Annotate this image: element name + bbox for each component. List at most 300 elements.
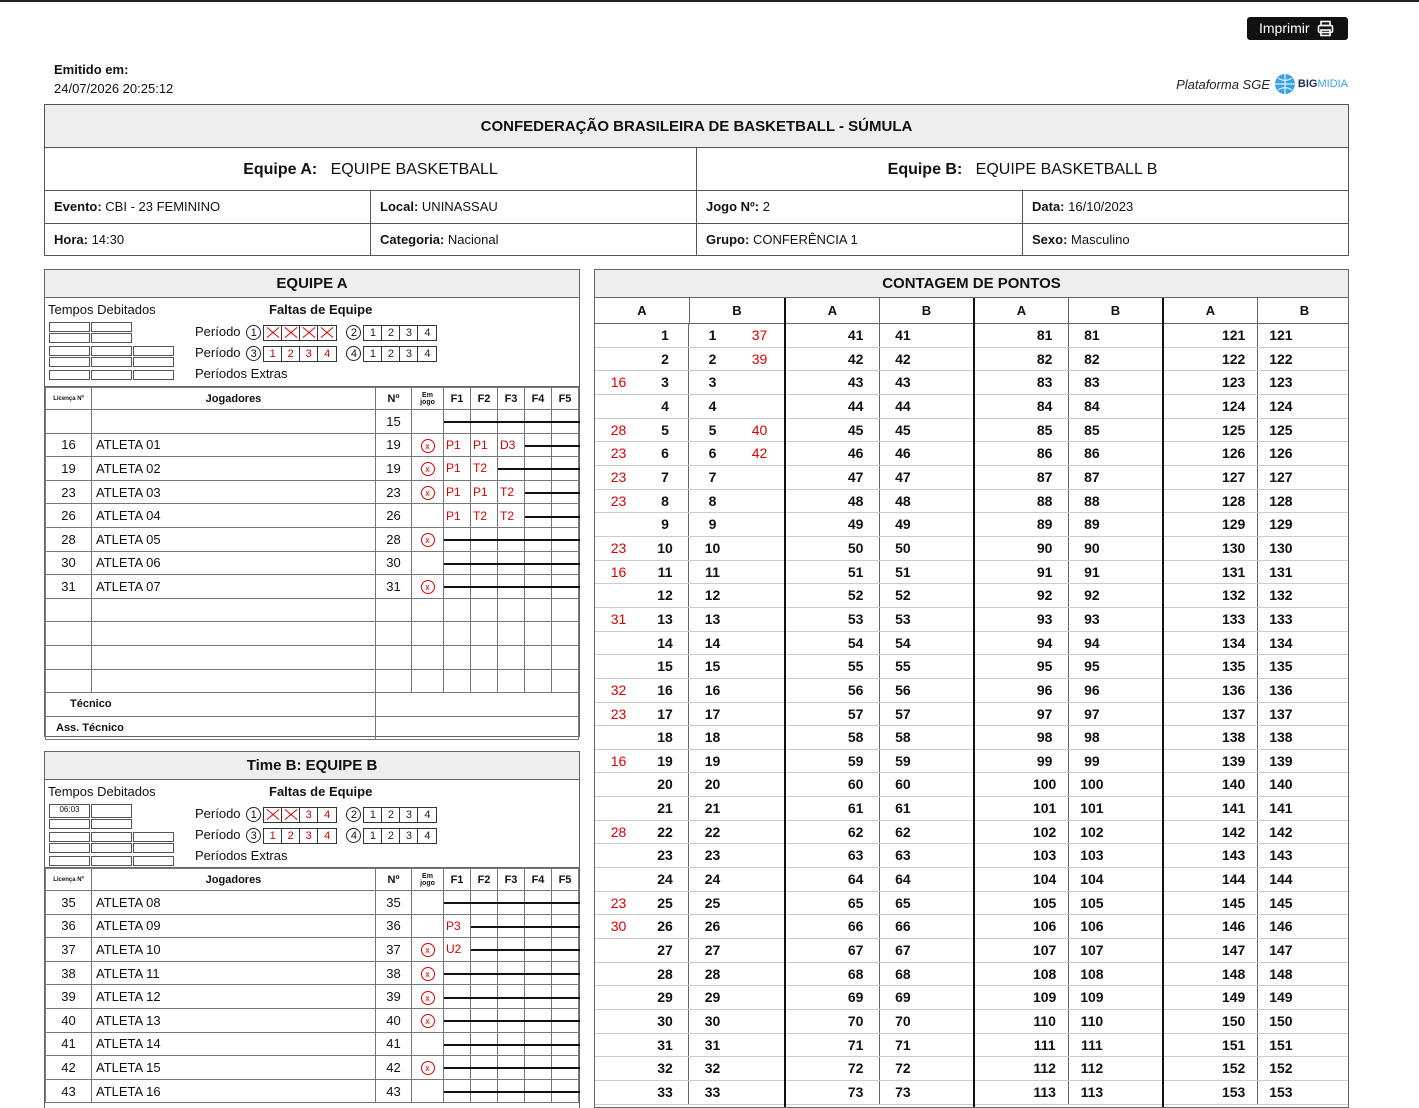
mark-b[interactable]	[736, 986, 783, 1009]
mark-b[interactable]	[1115, 939, 1162, 962]
mark-a[interactable]	[786, 1057, 833, 1080]
mark-b[interactable]	[926, 490, 973, 513]
score-a: 134	[1211, 632, 1258, 655]
mark-a[interactable]	[975, 750, 1022, 773]
mark-a[interactable]	[975, 324, 1022, 347]
mark-a[interactable]	[975, 395, 1022, 418]
mark-a[interactable]	[786, 419, 833, 442]
mark-a[interactable]	[1164, 773, 1211, 796]
mark-a[interactable]	[975, 915, 1022, 938]
mark-a[interactable]	[975, 773, 1022, 796]
mark-b[interactable]	[736, 584, 783, 607]
mark-b[interactable]	[926, 750, 973, 773]
mark-a[interactable]	[975, 1034, 1022, 1057]
mark-b[interactable]	[1115, 703, 1162, 726]
mark-b[interactable]	[926, 632, 973, 655]
mark-a[interactable]	[1164, 868, 1211, 891]
mark-b[interactable]	[926, 1081, 973, 1104]
mark-a[interactable]	[975, 726, 1022, 749]
mark-b[interactable]	[926, 608, 973, 631]
mark-b[interactable]	[1304, 537, 1349, 560]
mark-a[interactable]	[1164, 348, 1211, 371]
mark-b[interactable]	[926, 395, 973, 418]
mark-a[interactable]	[786, 844, 833, 867]
mark-a[interactable]	[786, 490, 833, 513]
mark-b[interactable]	[1304, 395, 1349, 418]
mark-a[interactable]	[786, 1034, 833, 1057]
in-game-cell[interactable]	[412, 1079, 444, 1103]
mark-a[interactable]	[1164, 892, 1211, 915]
mark-b[interactable]	[926, 1057, 973, 1080]
score-a: 23	[642, 844, 689, 867]
mark-b[interactable]	[1304, 892, 1349, 915]
mark-b[interactable]	[1304, 371, 1349, 394]
mark-a[interactable]	[975, 821, 1022, 844]
mark-a[interactable]	[975, 939, 1022, 962]
mark-b[interactable]	[736, 395, 783, 418]
mark-b[interactable]	[926, 371, 973, 394]
mark-b[interactable]	[1304, 844, 1349, 867]
mark-a[interactable]	[1164, 371, 1211, 394]
in-game-cell[interactable]	[412, 985, 444, 1009]
mark-b[interactable]	[1304, 513, 1349, 536]
mark-a[interactable]	[786, 348, 833, 371]
mark-a[interactable]	[975, 1010, 1022, 1033]
mark-b[interactable]	[1304, 915, 1349, 938]
mark-a[interactable]	[595, 1034, 642, 1057]
mark-a[interactable]	[786, 537, 833, 560]
mark-b[interactable]	[736, 1010, 783, 1033]
mark-a[interactable]	[1164, 513, 1211, 536]
mark-b[interactable]	[1304, 466, 1349, 489]
mark-a[interactable]: 23	[610, 445, 627, 462]
mark-b[interactable]	[736, 513, 783, 536]
mark-b[interactable]	[1304, 419, 1349, 442]
info-label: Jogo Nº:	[706, 199, 760, 214]
mark-b[interactable]	[926, 1034, 973, 1057]
mark-b[interactable]	[736, 939, 783, 962]
mark-a[interactable]	[975, 466, 1022, 489]
mark-a[interactable]	[975, 537, 1022, 560]
mark-b[interactable]	[736, 797, 783, 820]
mark-a[interactable]	[975, 561, 1022, 584]
mark-a[interactable]	[1164, 703, 1211, 726]
mark-b[interactable]	[1115, 1057, 1162, 1080]
mark-a[interactable]	[975, 348, 1022, 371]
mark-b[interactable]	[736, 466, 783, 489]
mark-a[interactable]	[975, 844, 1022, 867]
mark-b[interactable]	[736, 655, 783, 678]
mark-a[interactable]	[975, 963, 1022, 986]
mark-b[interactable]	[1304, 655, 1349, 678]
mark-b[interactable]	[926, 513, 973, 536]
score-row	[595, 324, 784, 348]
in-game-cell[interactable]	[412, 891, 444, 915]
mark-b[interactable]	[736, 1057, 783, 1080]
mark-a[interactable]	[1164, 963, 1211, 986]
mark-a[interactable]	[1164, 844, 1211, 867]
mark-a[interactable]: 16	[610, 563, 627, 580]
mark-b[interactable]	[1304, 584, 1349, 607]
mark-a[interactable]	[1164, 442, 1211, 465]
mark-a[interactable]	[975, 1081, 1022, 1104]
mark-a[interactable]	[1164, 561, 1211, 584]
mark-a[interactable]	[1164, 986, 1211, 1009]
mark-a[interactable]	[1164, 324, 1211, 347]
mark-b[interactable]	[736, 1081, 783, 1104]
mark-a[interactable]	[595, 348, 642, 371]
mark-a[interactable]	[595, 986, 642, 1009]
mark-b[interactable]	[736, 371, 783, 394]
mark-b[interactable]	[1115, 348, 1162, 371]
mark-b[interactable]	[736, 726, 783, 749]
mark-b[interactable]	[1115, 537, 1162, 560]
mark-b[interactable]	[1304, 726, 1349, 749]
mark-b[interactable]	[1115, 561, 1162, 584]
mark-b[interactable]	[736, 750, 783, 773]
print-label: Imprimir	[1259, 20, 1310, 36]
mark-b[interactable]	[736, 608, 783, 631]
mark-b[interactable]	[1115, 1010, 1162, 1033]
mark-b[interactable]	[926, 703, 973, 726]
in-game-cell[interactable]	[412, 551, 444, 575]
mark-b[interactable]: 37	[751, 327, 768, 343]
mark-a[interactable]	[1164, 726, 1211, 749]
mark-a[interactable]	[1164, 490, 1211, 513]
mark-a[interactable]	[786, 797, 833, 820]
mark-a[interactable]	[1164, 679, 1211, 702]
mark-b[interactable]	[1115, 821, 1162, 844]
score-b: 145	[1269, 894, 1293, 911]
mark-a[interactable]	[786, 726, 833, 749]
mark-a[interactable]	[595, 726, 642, 749]
mark-a[interactable]: 23	[610, 705, 627, 722]
mark-a[interactable]	[975, 1057, 1022, 1080]
mark-a[interactable]	[975, 442, 1022, 465]
mark-b[interactable]	[1115, 1034, 1162, 1057]
mark-a[interactable]	[786, 466, 833, 489]
mark-b[interactable]	[1304, 679, 1349, 702]
mark-b[interactable]: 40	[751, 421, 768, 438]
mark-a[interactable]	[1164, 1081, 1211, 1104]
mark-a[interactable]	[975, 513, 1022, 536]
mark-a[interactable]	[1164, 1057, 1211, 1080]
mark-b[interactable]	[926, 537, 973, 560]
mark-b[interactable]	[926, 324, 973, 347]
mark-b[interactable]	[926, 726, 973, 749]
score-row	[595, 348, 784, 372]
in-game-cell[interactable]	[412, 961, 444, 985]
mark-a[interactable]	[786, 442, 833, 465]
mark-a[interactable]	[975, 608, 1022, 631]
mark-a[interactable]: 16	[610, 752, 627, 769]
mark-a[interactable]	[786, 608, 833, 631]
mark-a[interactable]	[786, 324, 833, 347]
in-game-cell[interactable]	[412, 1008, 444, 1032]
mark-a[interactable]	[595, 844, 642, 867]
mark-a[interactable]: 23	[610, 539, 627, 556]
mark-b[interactable]	[736, 868, 783, 891]
in-game-cell[interactable]	[412, 1056, 444, 1080]
mark-b[interactable]	[926, 442, 973, 465]
mark-a[interactable]	[975, 632, 1022, 655]
mark-a[interactable]: 23	[610, 894, 627, 911]
mark-b[interactable]	[1304, 442, 1349, 465]
mark-b[interactable]	[926, 348, 973, 371]
mark-b[interactable]	[926, 584, 973, 607]
in-game-cell[interactable]	[412, 527, 444, 551]
in-game-cell[interactable]	[412, 433, 444, 457]
mark-b[interactable]	[736, 773, 783, 796]
mark-a[interactable]	[975, 703, 1022, 726]
mark-b[interactable]	[1115, 986, 1162, 1009]
foul-cell-empty	[444, 410, 471, 434]
mark-b[interactable]	[1304, 1057, 1349, 1080]
mark-a[interactable]	[786, 371, 833, 394]
in-game-cell[interactable]	[412, 1032, 444, 1056]
mark-b[interactable]	[926, 561, 973, 584]
mark-a[interactable]: 16	[610, 374, 627, 391]
mark-b[interactable]	[1304, 773, 1349, 796]
mark-a[interactable]	[1164, 750, 1211, 773]
mark-a[interactable]	[1164, 537, 1211, 560]
score-row	[786, 395, 973, 419]
mark-a[interactable]	[786, 939, 833, 962]
in-game-cell[interactable]	[412, 575, 444, 599]
mark-a[interactable]: 32	[610, 681, 627, 698]
score-a: 121	[1211, 324, 1258, 347]
mark-b[interactable]	[1115, 632, 1162, 655]
in-game-cell[interactable]	[412, 410, 444, 434]
mark-b[interactable]	[736, 892, 783, 915]
mark-a[interactable]	[786, 395, 833, 418]
mark-b[interactable]	[926, 773, 973, 796]
mark-b[interactable]	[1115, 513, 1162, 536]
mark-b[interactable]	[926, 1010, 973, 1033]
mark-a[interactable]	[975, 655, 1022, 678]
mark-b[interactable]: 42	[751, 445, 768, 462]
mark-b[interactable]	[736, 703, 783, 726]
in-game-cell[interactable]	[412, 480, 444, 504]
mark-a[interactable]	[595, 773, 642, 796]
mark-a[interactable]	[595, 632, 642, 655]
mark-b[interactable]	[1115, 868, 1162, 891]
mark-a[interactable]	[786, 915, 833, 938]
mark-a[interactable]	[595, 655, 642, 678]
mark-b[interactable]	[1115, 726, 1162, 749]
mark-b[interactable]	[736, 537, 783, 560]
mark-a[interactable]	[786, 868, 833, 891]
mark-b[interactable]	[736, 963, 783, 986]
mark-b[interactable]	[1304, 1034, 1349, 1057]
mark-b[interactable]	[736, 1034, 783, 1057]
mark-a[interactable]	[1164, 821, 1211, 844]
mark-b[interactable]	[1304, 1081, 1349, 1104]
mark-a[interactable]	[595, 939, 642, 962]
mark-b[interactable]	[1115, 442, 1162, 465]
mark-b[interactable]	[736, 821, 783, 844]
mark-b[interactable]	[1304, 608, 1349, 631]
mark-a[interactable]	[786, 513, 833, 536]
mark-b[interactable]	[1115, 679, 1162, 702]
mark-b[interactable]	[736, 632, 783, 655]
period-row-1: Período 1 3 4 2 1 2 3 4	[195, 806, 437, 823]
mark-b[interactable]	[1115, 773, 1162, 796]
mark-b[interactable]	[926, 844, 973, 867]
mark-b[interactable]	[1304, 750, 1349, 773]
in-game-cell[interactable]	[412, 938, 444, 962]
in-game-cell[interactable]	[412, 914, 444, 938]
mark-a[interactable]	[975, 797, 1022, 820]
mark-a[interactable]	[975, 419, 1022, 442]
mark-b[interactable]	[926, 655, 973, 678]
mark-b[interactable]	[736, 915, 783, 938]
mark-a[interactable]	[1164, 939, 1211, 962]
mark-a[interactable]	[595, 513, 642, 536]
mark-b[interactable]	[1115, 655, 1162, 678]
mark-b[interactable]	[1115, 1081, 1162, 1104]
mark-b[interactable]	[1304, 561, 1349, 584]
mark-b[interactable]	[926, 868, 973, 891]
mark-a[interactable]	[786, 632, 833, 655]
mark-a[interactable]	[786, 1010, 833, 1033]
mark-a[interactable]: 23	[610, 492, 627, 509]
mark-a[interactable]	[595, 1081, 642, 1104]
mark-a[interactable]: 23	[610, 468, 627, 485]
mark-b[interactable]	[1115, 844, 1162, 867]
mark-a[interactable]	[595, 963, 642, 986]
mark-b[interactable]	[1304, 1010, 1349, 1033]
foul-cell-empty	[552, 1008, 579, 1032]
mark-b[interactable]	[1304, 324, 1349, 347]
mark-a[interactable]	[975, 679, 1022, 702]
mark-a[interactable]	[595, 797, 642, 820]
mark-a[interactable]	[786, 986, 833, 1009]
mark-a[interactable]	[1164, 655, 1211, 678]
mark-b[interactable]	[1115, 797, 1162, 820]
mark-b[interactable]	[926, 939, 973, 962]
mark-b[interactable]	[1304, 348, 1349, 371]
mark-b[interactable]	[1115, 892, 1162, 915]
mark-b[interactable]	[926, 892, 973, 915]
mark-a[interactable]	[1164, 608, 1211, 631]
mark-a[interactable]	[1164, 915, 1211, 938]
mark-b[interactable]	[1304, 821, 1349, 844]
mark-a[interactable]	[1164, 797, 1211, 820]
mark-b[interactable]	[1304, 632, 1349, 655]
mark-a[interactable]: 28	[610, 823, 627, 840]
score-row	[1164, 679, 1349, 703]
mark-a[interactable]	[786, 561, 833, 584]
mark-a[interactable]	[1164, 1034, 1211, 1057]
in-game-cell[interactable]	[412, 504, 444, 528]
mark-b[interactable]	[1115, 324, 1162, 347]
mark-b[interactable]	[1304, 490, 1349, 513]
mark-a[interactable]	[786, 1081, 833, 1104]
mark-a[interactable]	[595, 1057, 642, 1080]
info-cell	[45, 224, 371, 255]
mark-a[interactable]	[786, 963, 833, 986]
mark-b[interactable]	[1115, 395, 1162, 418]
mark-a[interactable]	[975, 490, 1022, 513]
mark-b[interactable]	[1304, 703, 1349, 726]
mark-a[interactable]	[1164, 1010, 1211, 1033]
mark-b[interactable]	[1304, 963, 1349, 986]
mark-b[interactable]	[1304, 868, 1349, 891]
mark-a[interactable]	[786, 655, 833, 678]
mark-a[interactable]	[786, 750, 833, 773]
mark-b[interactable]	[1115, 584, 1162, 607]
mark-b[interactable]	[926, 821, 973, 844]
mark-b[interactable]	[926, 679, 973, 702]
mark-b[interactable]	[926, 986, 973, 1009]
mark-b[interactable]	[1115, 750, 1162, 773]
mark-a[interactable]	[786, 821, 833, 844]
mark-a[interactable]	[595, 1010, 642, 1033]
mark-b[interactable]	[926, 915, 973, 938]
col-foul: F2	[471, 388, 498, 410]
mark-a[interactable]	[786, 679, 833, 702]
mark-b[interactable]	[736, 561, 783, 584]
in-game-cell[interactable]	[412, 457, 444, 481]
mark-b[interactable]	[926, 797, 973, 820]
mark-a[interactable]	[595, 324, 642, 347]
mark-b[interactable]	[926, 963, 973, 986]
mark-a[interactable]	[975, 371, 1022, 394]
mark-b[interactable]	[926, 466, 973, 489]
mark-a[interactable]: 30	[610, 918, 627, 935]
mark-a[interactable]	[786, 584, 833, 607]
mark-a[interactable]	[975, 584, 1022, 607]
mark-a[interactable]	[1164, 632, 1211, 655]
mark-b[interactable]	[1115, 466, 1162, 489]
mark-b[interactable]	[1304, 986, 1349, 1009]
mark-b[interactable]	[1115, 490, 1162, 513]
mark-a[interactable]	[975, 892, 1022, 915]
mark-a[interactable]	[1164, 466, 1211, 489]
mark-b[interactable]	[1115, 608, 1162, 631]
mark-a[interactable]: 28	[610, 421, 627, 438]
mark-b[interactable]	[1304, 939, 1349, 962]
mark-a[interactable]	[786, 703, 833, 726]
mark-a[interactable]	[595, 395, 642, 418]
mark-b[interactable]	[926, 419, 973, 442]
info-value: 16/10/2023	[1068, 199, 1134, 214]
mark-a[interactable]	[1164, 395, 1211, 418]
mark-b[interactable]	[736, 844, 783, 867]
mark-b[interactable]	[736, 490, 783, 513]
mark-a[interactable]	[1164, 419, 1211, 442]
mark-b[interactable]	[1115, 419, 1162, 442]
mark-b[interactable]	[1304, 797, 1349, 820]
mark-a[interactable]	[595, 584, 642, 607]
mark-a[interactable]	[786, 773, 833, 796]
mark-a[interactable]	[975, 868, 1022, 891]
score-a: 113	[1022, 1081, 1069, 1104]
score-row	[975, 844, 1162, 868]
mark-b[interactable]	[1115, 963, 1162, 986]
mark-a[interactable]	[595, 868, 642, 891]
mark-b[interactable]: 39	[751, 350, 768, 367]
mark-a[interactable]	[786, 892, 833, 915]
mark-b[interactable]	[1115, 371, 1162, 394]
mark-a[interactable]: 31	[610, 610, 627, 627]
mark-a[interactable]	[975, 986, 1022, 1009]
mark-b[interactable]	[1115, 915, 1162, 938]
mark-b[interactable]	[736, 679, 783, 702]
mark-a[interactable]	[1164, 584, 1211, 607]
print-button[interactable]	[1247, 17, 1348, 40]
